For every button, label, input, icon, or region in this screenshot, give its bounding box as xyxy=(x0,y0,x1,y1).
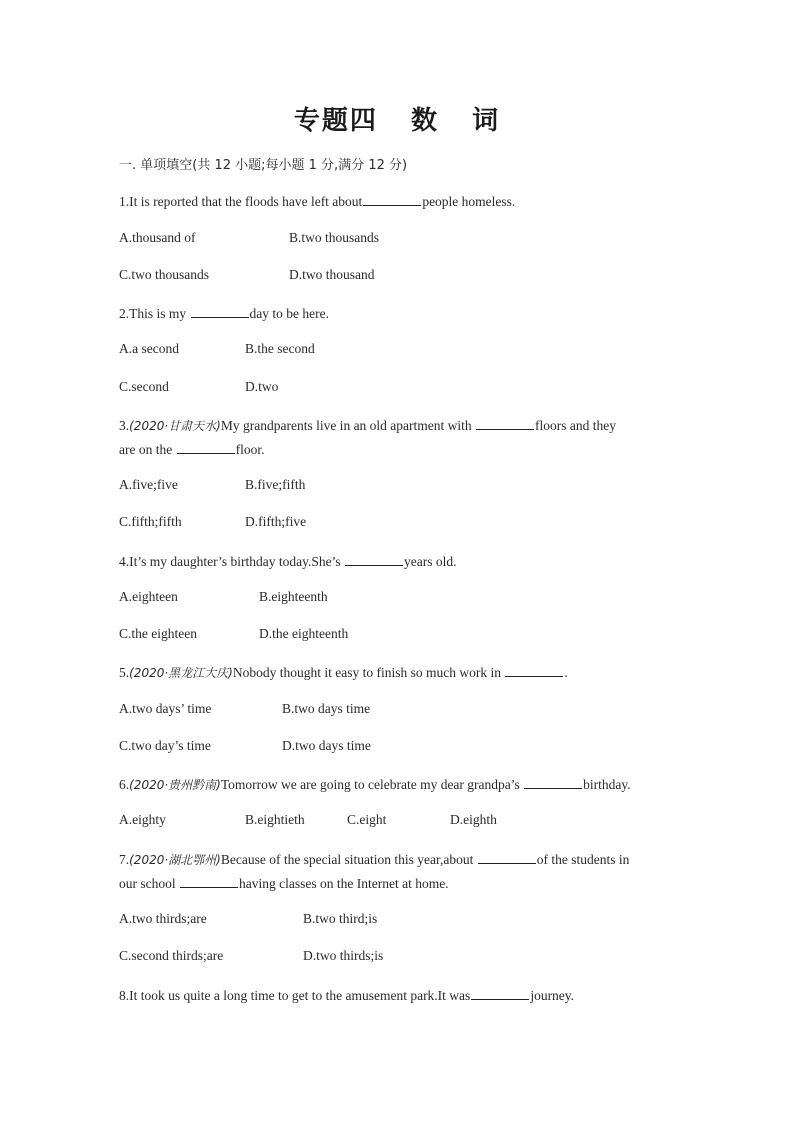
question-number: 6. xyxy=(119,777,130,792)
question-source: (2020·甘肃天水) xyxy=(129,419,221,433)
question-number: 2. xyxy=(119,306,130,321)
answer-blank xyxy=(505,663,563,677)
question-4 xyxy=(119,552,456,570)
question-3-line-2 xyxy=(119,440,264,458)
question-text: birthday. xyxy=(583,777,631,792)
question-5 xyxy=(119,663,568,681)
option-b: B.two days time xyxy=(282,701,371,716)
option-b: B.two third;is xyxy=(303,911,378,926)
question-source: (2020·贵州黔南) xyxy=(129,778,221,792)
answer-blank xyxy=(363,192,421,206)
question-text: are on the xyxy=(119,442,176,457)
option-a: A.a second xyxy=(119,341,179,356)
question-number: 3. xyxy=(119,418,130,433)
question-text: It took us quite a long time to get to the amusement park.It was xyxy=(129,988,471,1003)
option-d: D.two thirds;is xyxy=(303,948,384,963)
option-d: D.fifth;five xyxy=(245,514,307,529)
option-b: B.two thousands xyxy=(289,230,380,245)
question-text: My grandparents live in an old apartment with xyxy=(220,418,476,433)
option-c: C.second xyxy=(119,379,169,394)
option-d: D.two days time xyxy=(282,738,371,753)
option-c: C.second thirds;are xyxy=(119,948,224,963)
option-c: C.fifth;fifth xyxy=(119,514,182,529)
question-number: 4. xyxy=(119,554,130,569)
option-c: C.the eighteen xyxy=(119,626,197,641)
option-a: A.eighty xyxy=(119,812,166,827)
question-text: This is my xyxy=(129,306,190,321)
page-title xyxy=(0,100,794,137)
question-6 xyxy=(119,775,631,793)
question-number: 8. xyxy=(119,988,130,1003)
question-text: years old. xyxy=(403,554,457,569)
option-b: B.five;fifth xyxy=(245,477,306,492)
option-c: C.two thousands xyxy=(119,267,210,282)
answer-blank xyxy=(471,986,529,1000)
option-b: B.the second xyxy=(245,341,315,356)
answer-blank xyxy=(177,440,235,454)
question-text: Because of the special situation this year,about xyxy=(220,852,477,867)
question-text: journey. xyxy=(530,988,575,1003)
question-text: having classes on the Internet at home. xyxy=(239,876,449,891)
question-8 xyxy=(119,986,574,1004)
option-a: A.two thirds;are xyxy=(119,911,207,926)
option-a: A.eighteen xyxy=(119,589,178,604)
option-a: A.two days’ time xyxy=(119,701,212,716)
question-1 xyxy=(119,192,515,210)
answer-blank xyxy=(345,552,403,566)
option-d: D.two xyxy=(245,379,279,394)
option-a: A.five;five xyxy=(119,477,178,492)
question-text: floor. xyxy=(235,442,265,457)
question-text: It is reported that the floods have left about xyxy=(129,194,363,209)
answer-blank xyxy=(180,874,238,888)
question-text: of the students in xyxy=(536,852,630,867)
answer-blank xyxy=(476,416,534,430)
question-text: Nobody thought it easy to finish so much work in xyxy=(232,665,505,680)
option-c: C.eight xyxy=(347,812,387,827)
section-heading: 一. 单项填空(共 12 小题;每小题 1 分,满分 12 分) xyxy=(119,158,408,173)
question-source: (2020·黑龙江大庆) xyxy=(129,666,233,680)
question-7 xyxy=(119,850,629,868)
question-text: day to be here. xyxy=(249,306,329,321)
question-text: Tomorrow we are going to celebrate my dear grandpa’s xyxy=(220,777,524,792)
question-text: people homeless. xyxy=(422,194,516,209)
question-source: (2020·湖北鄂州) xyxy=(129,853,221,867)
option-c: C.two day’s time xyxy=(119,738,211,753)
question-text: our school xyxy=(119,876,179,891)
question-text: . xyxy=(564,665,568,680)
title-word-2: 词 xyxy=(472,106,501,136)
option-d: D.eighth xyxy=(450,812,497,827)
title-main: 专题四 xyxy=(293,106,378,136)
question-2 xyxy=(119,304,329,322)
question-text: floors and they xyxy=(535,418,617,433)
option-a: A.thousand of xyxy=(119,230,196,245)
option-d: D.the eighteenth xyxy=(259,626,349,641)
answer-blank xyxy=(478,850,536,864)
question-number: 5. xyxy=(119,665,130,680)
question-text: It’s my daughter’s birthday today.She’s xyxy=(129,554,344,569)
answer-blank xyxy=(524,775,582,789)
question-3 xyxy=(119,416,616,434)
option-b: B.eightieth xyxy=(245,812,305,827)
question-number: 7. xyxy=(119,852,130,867)
option-b: B.eighteenth xyxy=(259,589,328,604)
option-d: D.two thousand xyxy=(289,267,375,282)
title-word-1: 数 xyxy=(410,106,439,136)
answer-blank xyxy=(191,304,249,318)
question-number: 1. xyxy=(119,194,130,209)
question-7-line-2 xyxy=(119,874,449,892)
